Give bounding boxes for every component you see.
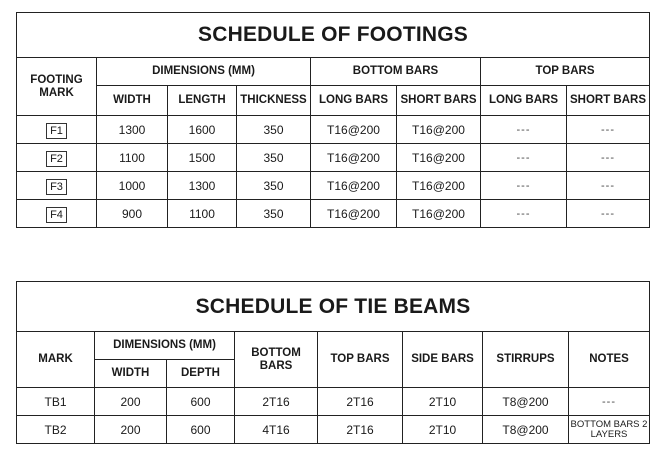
- footing-width: 1100: [97, 144, 168, 172]
- header-dimensions: DIMENSIONS (MM): [97, 58, 311, 86]
- table-row: [17, 116, 650, 144]
- header-footing-mark: FOOTING MARK: [17, 58, 97, 116]
- table-row: [17, 200, 650, 228]
- header-width: WIDTH: [95, 360, 167, 388]
- top-short-bars: ---: [567, 200, 650, 228]
- header-bottom-short-bars: SHORT BARS: [397, 86, 481, 116]
- footing-length: 1100: [168, 200, 237, 228]
- beam-stirrups: T8@200: [483, 388, 569, 416]
- footing-width: 1300: [97, 116, 168, 144]
- footing-mark: F1: [46, 123, 67, 139]
- bottom-short-bars: T16@200: [397, 200, 481, 228]
- header-notes: NOTES: [569, 332, 650, 388]
- header-top-long-bars: LONG BARS: [481, 86, 567, 116]
- footing-width: 900: [97, 200, 168, 228]
- top-short-bars: ---: [567, 116, 650, 144]
- bottom-short-bars: T16@200: [397, 172, 481, 200]
- header-bottom-bars: BOTTOM BARS: [311, 58, 481, 86]
- footing-length: 1600: [168, 116, 237, 144]
- header-length: LENGTH: [168, 86, 237, 116]
- top-short-bars: ---: [567, 172, 650, 200]
- table-row: [17, 172, 650, 200]
- top-short-bars: ---: [567, 144, 650, 172]
- beam-top-bars: 2T16: [318, 388, 403, 416]
- footing-thickness: 350: [237, 172, 311, 200]
- beam-side-bars: 2T10: [403, 416, 483, 444]
- table-row: [17, 416, 650, 444]
- header-stirrups: STIRRUPS: [483, 332, 569, 388]
- beam-depth: 600: [167, 388, 235, 416]
- footings-title: SCHEDULE OF FOOTINGS: [17, 13, 650, 58]
- beam-stirrups: T8@200: [483, 416, 569, 444]
- bottom-long-bars: T16@200: [311, 172, 397, 200]
- header-top-short-bars: SHORT BARS: [567, 86, 650, 116]
- header-bottom-bars: BOTTOM BARS: [235, 332, 318, 388]
- footing-thickness: 350: [237, 200, 311, 228]
- bottom-short-bars: T16@200: [397, 144, 481, 172]
- bottom-short-bars: T16@200: [397, 116, 481, 144]
- table-row: [17, 388, 650, 416]
- header-bottom-long-bars: LONG BARS: [311, 86, 397, 116]
- bottom-long-bars: T16@200: [311, 116, 397, 144]
- tie-beams-schedule-table: [16, 281, 650, 444]
- header-depth: DEPTH: [167, 360, 235, 388]
- header-dimensions: DIMENSIONS (MM): [95, 332, 235, 360]
- footing-length: 1300: [168, 172, 237, 200]
- beam-mark: TB2: [17, 416, 95, 444]
- footing-mark: F3: [46, 179, 67, 195]
- bottom-long-bars: T16@200: [311, 144, 397, 172]
- beam-depth: 600: [167, 416, 235, 444]
- footing-mark: F4: [46, 207, 67, 223]
- top-long-bars: ---: [481, 172, 567, 200]
- top-long-bars: ---: [481, 200, 567, 228]
- footing-width: 1000: [97, 172, 168, 200]
- footing-length: 1500: [168, 144, 237, 172]
- header-side-bars: SIDE BARS: [403, 332, 483, 388]
- beam-notes: ---: [569, 388, 650, 416]
- header-mark: MARK: [17, 332, 95, 388]
- tie-beams-title: SCHEDULE OF TIE BEAMS: [17, 282, 650, 332]
- header-top-bars: TOP BARS: [481, 58, 650, 86]
- beam-top-bars: 2T16: [318, 416, 403, 444]
- top-long-bars: ---: [481, 144, 567, 172]
- footing-mark: F2: [46, 151, 67, 167]
- beam-width: 200: [95, 388, 167, 416]
- beam-notes: BOTTOM BARS 2 LAYERS: [569, 416, 650, 444]
- bottom-long-bars: T16@200: [311, 200, 397, 228]
- header-top-bars: TOP BARS: [318, 332, 403, 388]
- footing-thickness: 350: [237, 116, 311, 144]
- table-row: [17, 144, 650, 172]
- header-thickness: THICKNESS: [237, 86, 311, 116]
- beam-bottom-bars: 4T16: [235, 416, 318, 444]
- top-long-bars: ---: [481, 116, 567, 144]
- header-width: WIDTH: [97, 86, 168, 116]
- footing-thickness: 350: [237, 144, 311, 172]
- beam-width: 200: [95, 416, 167, 444]
- beam-bottom-bars: 2T16: [235, 388, 318, 416]
- beam-mark: TB1: [17, 388, 95, 416]
- footings-schedule-table: [16, 12, 650, 228]
- beam-side-bars: 2T10: [403, 388, 483, 416]
